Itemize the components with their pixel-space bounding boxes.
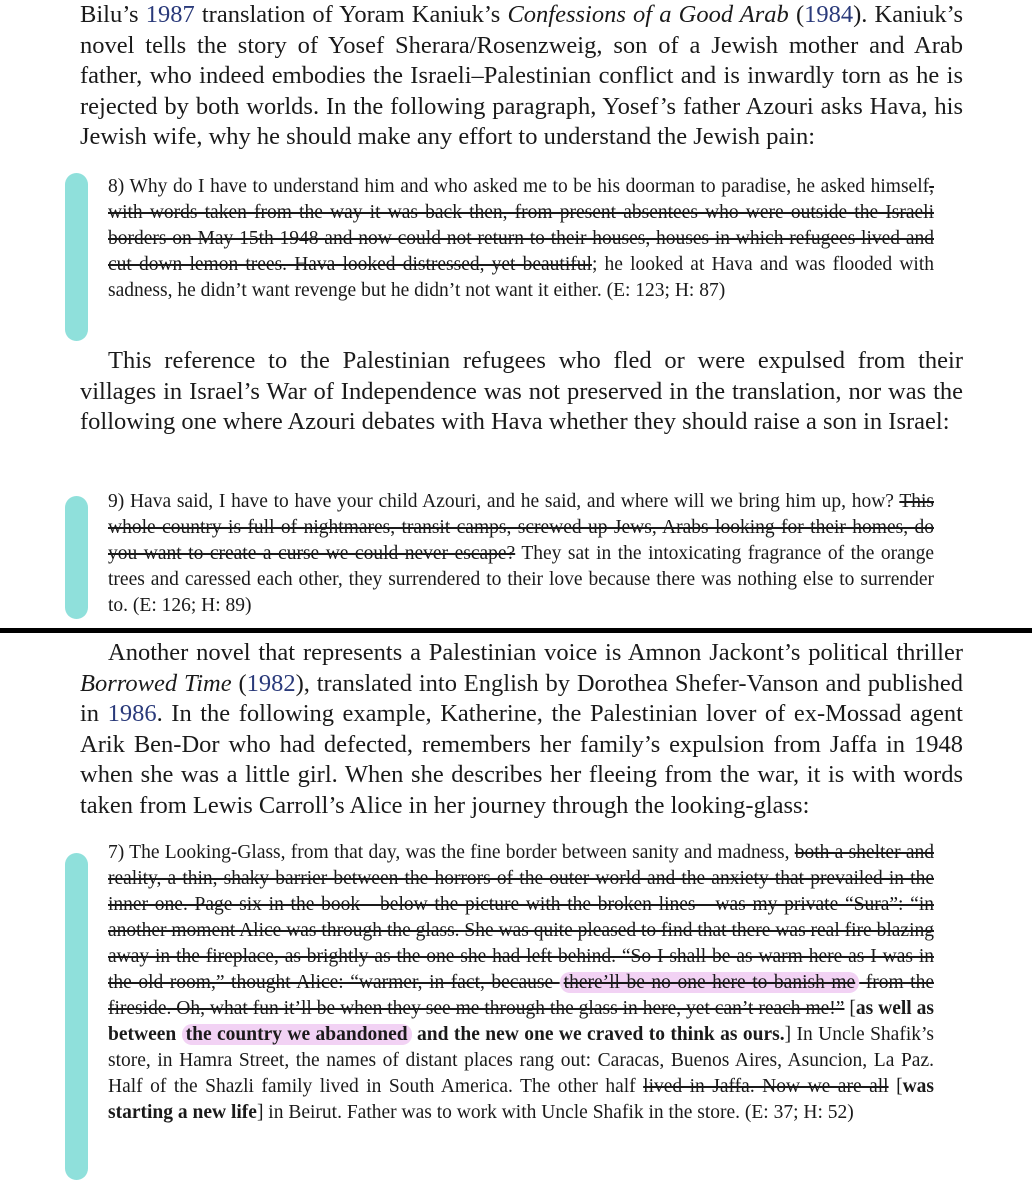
struck-text: , with words taken from the way it was back then, from present absentees who were outside the Israeli borders on May 15th 1948 and now could not return to their houses, houses in which refugees lived and cut down lemon trees. Hava looked distressed, yet beautiful <box>108 176 934 275</box>
text-run: ; he looked at Hava and was flooded with sadness, he didn’t want revenge but he didn’t not want it either. (E: 123; H: 87) <box>108 254 934 301</box>
quote-9 <box>0 489 1032 619</box>
book-title: Borrowed Time <box>80 669 232 697</box>
text-run: ). Kaniuk’s novel tells the story of Yosef Sherara/Rosenzweig, son of a Jewish mother and Arab father, who indeed embodies the Israeli–Palestinian conflict and is inwardly torn as he is rejected by both worlds. In the following paragraph, Yosef’s father Azouri asks Hava, his Jewish wife, why he should make any effort to understand the Jewish pain: <box>80 1 964 150</box>
text-run: ( <box>231 669 247 697</box>
year-link-1984[interactable]: 1984 <box>804 1 854 28</box>
book-title: Confessions of a Good Arab <box>507 1 789 28</box>
struck-text: This whole country is full of nightmares, transit camps, screwed up Jews, Arabs looking for their homes, do you want to create a curse we could never escape? <box>108 491 934 564</box>
text-run: ), translated into English by Dorothea Shefer-Vanson and published in <box>80 669 963 727</box>
quote-8 <box>0 174 1032 304</box>
year-link-1987[interactable]: 1987 <box>145 1 195 28</box>
struck-text: from the fireside. Oh, what fun it’ll be when they see me through the glass in here, yet can’t reach me!” <box>108 972 934 1019</box>
text-run: Another novel that represents a Palestinian voice is Amnon Jackont’s political thriller <box>108 639 963 666</box>
text-run: [ <box>844 998 856 1019</box>
text-run: 9) Hava said, I have to have your child Azouri, and he said, and where will we bring him up, how? <box>108 491 900 512</box>
highlighted-bold-text: the country we abandoned <box>182 1024 412 1045</box>
paragraph-refugees <box>0 346 1032 438</box>
paragraph-jackont <box>0 638 1032 821</box>
text-run: [ <box>888 1076 903 1097</box>
year-link-1986[interactable]: 1986 <box>107 700 157 727</box>
page-divider <box>0 628 1032 633</box>
text-run: ] in Beirut. Father was to work with Uncle Shafik in the store. (E: 37; H: 52) <box>256 1102 854 1123</box>
text-run: ] In Uncle Shafik’s store, in Hamra Street, the names of distant places rang out: Caracas, Buenos Aires, Asuncion, La Paz. Half of the Shazli family lived in South America. The other half <box>108 1024 934 1097</box>
text-run: 7) The Looking-Glass, from that day, was the fine border between sanity and madness, <box>108 842 795 863</box>
text-run: They sat in the intoxicating fragrance of the orange trees and caressed each other, they surrendered to their love because there was nothing else to surrender to. (E: 126; H: 89) <box>108 543 934 616</box>
bold-text: was starting a new life <box>108 1076 934 1123</box>
highlighted-struck-text: there’ll be no one here to banish me <box>560 972 860 993</box>
text-run: This reference to the Palestinian refugees who fled or were expulsed from their villages in Israel’s War of Independence was not preserved in the translation, nor was the following one where Azouri debates with Hava whether they should raise a son in Israel: <box>80 347 963 435</box>
bold-text: and the new one we craved to think as ours. <box>411 1024 785 1045</box>
text-run: 8) Why do I have to understand him and who asked me to be his doorman to paradise, he asked himself <box>108 176 930 197</box>
text-run: . In the following example, Katherine, the Palestinian lover of ex-Mossad agent Arik Ben-Dor who had defected, remembers her family’s expulsion from Jaffa in 1948 when she was a little girl. When she describes her fleeing from the war, it is with words taken from Lewis Carroll’s Alice in her journey through the looking-glass: <box>80 700 963 819</box>
struck-text: both a shelter and reality, a thin, shaky barrier between the horrors of the outer world and the anxiety that prevailed in the inner one. Page six in the book - below the picture with the broken lines - was my private “Sura”: “in another moment Alice was through the glass. She was quite pleased to find that there was real fire blazing away in the fireplace, as brightly as the one she had left behind. “So I shall be as warm here as I was in the old room,” thought Alice: “warmer, in fact, because <box>108 842 934 993</box>
quote-7 <box>0 840 1032 1126</box>
year-link-1982[interactable]: 1982 <box>246 669 296 697</box>
text-run: ( <box>788 1 805 28</box>
struck-text: lived in Jaffa. Now we are all <box>643 1076 889 1097</box>
bold-text: as well as between <box>108 998 934 1045</box>
paragraph-kaniuk-intro <box>0 0 1032 153</box>
text-run: Bilu’s <box>80 1 146 28</box>
text-run: translation of Yoram Kaniuk’s <box>194 1 508 28</box>
